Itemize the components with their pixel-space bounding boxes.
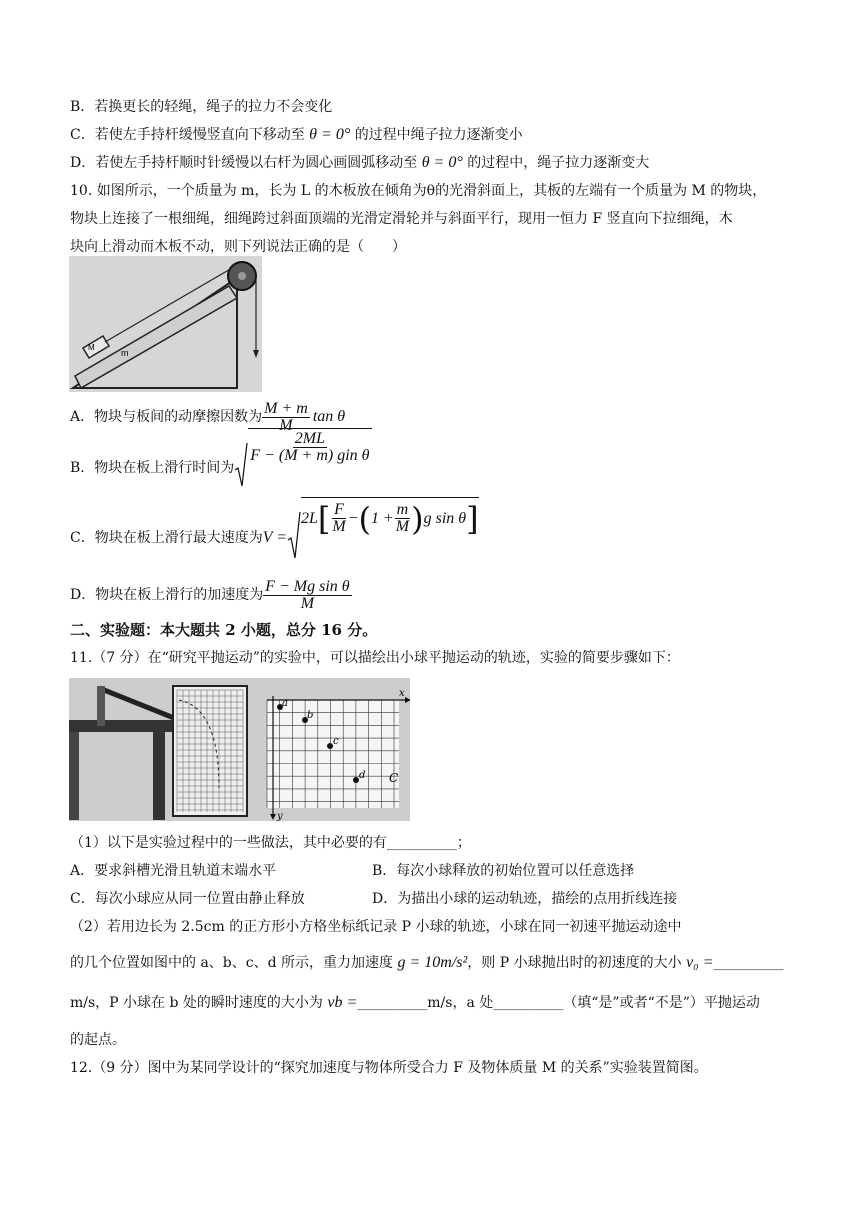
projectile-apparatus [69,678,410,821]
axis-x-label: x [399,688,405,699]
q11-part2-line4: 的起点。 [70,1032,126,1048]
q11-option-b: B．每次小球释放的初始位置可以任意选择 [372,863,635,879]
sqrt-sign-c [287,510,301,566]
option-b-fraction: $\frac{2ML}{\text{F − (M + m) gin θ}}$ [250,430,370,464]
option-a-fraction: $\frac{M + m}{M}$ [264,399,308,434]
q10-stem-3: 块向上滑动而木板不动，则下列说法正确的是（ ） [70,239,406,255]
incline-diagram [69,256,262,392]
q11-option-d: D．为描出小球的运动轨迹，描绘的点用折线连接 [372,891,678,907]
q10-option-c: C．物块在板上滑行最大速度为 V = 2L [ $\frac{F}{M}$ − ( 1 + $\frac{m}{M}$ ) g sin θ ] [70,512,479,564]
option-d-fraction: $\frac{\text{F − Mg sin θ}}{M}$ [265,577,350,612]
incline-figure [69,256,262,392]
q10-option-d: D．物块在板上滑行的加速度为 $\frac{\text{F − Mg sin θ}}{M}$ [70,577,350,612]
q10-stem-2: 物块上连接了一根细绳，细绳跨过斜面顶端的光滑定滑轮并与斜面平行，现用一恒力 F 竖直向下拉细绳，木 [70,211,733,227]
q10-option-a: A．物块与板间的动摩擦因数为 $\frac{M + m}{M}$ tan θ [70,399,346,434]
q11-part1: （1）以下是实验过程中的一些做法，其中必要的有__________； [70,835,471,851]
q11-option-c: C．每次小球应从同一位置由静止释放 [70,891,305,907]
q11-stem: 11.（7 分）在“研究平抛运动”的实验中，可以描绘出小球平抛运动的轨迹，实验的简要步骤如下： [70,650,680,666]
q11-part2-line1: （2）若用边长为 2.5cm 的正方形小方格坐标纸记录 P 小球的轨迹，小球在同一初速平抛运动途中 [70,919,682,935]
axis-y-label: y [277,811,283,821]
q11-part2-line3: m/s，P 小球在 b 处的瞬时速度的大小为 vb =__________m/s，a 处__________（填“是”或者“不是”）平抛运动 [70,994,760,1011]
block-label-M: M [88,343,95,352]
q10-stem-1: 10. 如图所示，一个质量为 m，长为 L 的木板放在倾角为θ的光滑斜面上，其板的左端有一个质量为 M 的物块， [70,183,767,199]
point-b-label: b [307,710,314,721]
q9-option-d: D．若使左手持杆顺时针缓慢以右杆为圆心画圆弧移动至 θ = 0° 的过程中，绳子拉力逐渐变大 [70,154,650,171]
q10-option-b: B．物块在板上滑行时间为 $\frac{2ML}{\text{F − (M + m) gin θ}}$ [70,444,372,492]
projectile-figure [69,678,410,821]
figure-c-label: C [389,771,399,785]
section-heading: 二、实验题：本大题共 2 小题，总分 16 分。 [70,621,378,639]
q9-option-c: C．若使左手持杆缓慢竖直向下移动至 θ = 0° 的过程中绳子拉力逐渐变小 [70,126,523,143]
option-c-radicand: 2L [ $\frac{F}{M}$ − ( 1 + $\frac{m}{M}$ ) g sin θ ] [301,497,479,535]
sqrt-sign [234,442,248,494]
q9-option-b: B．若换更长的轻绳，绳子的拉力不会变化 [70,99,333,115]
point-d-label: d [359,770,366,781]
q12-stem: 12.（9 分）图中为某同学设计的“探究加速度与物体所受合力 F 及物体质量 M 的关系”实验装置简图。 [70,1060,708,1076]
point-a-label: a [282,698,288,709]
q11-part2-line2: 的几个位置如图中的 a、b、c、d 所示，重力加速度 g = 10m/s²，则 P 小球抛出时的初速度的大小 v₀ =__________ [70,954,784,971]
point-c-label: c [333,736,339,747]
board-label-m: m [121,348,129,358]
q11-option-a: A．要求斜槽光滑且轨道末端水平 [70,863,277,879]
